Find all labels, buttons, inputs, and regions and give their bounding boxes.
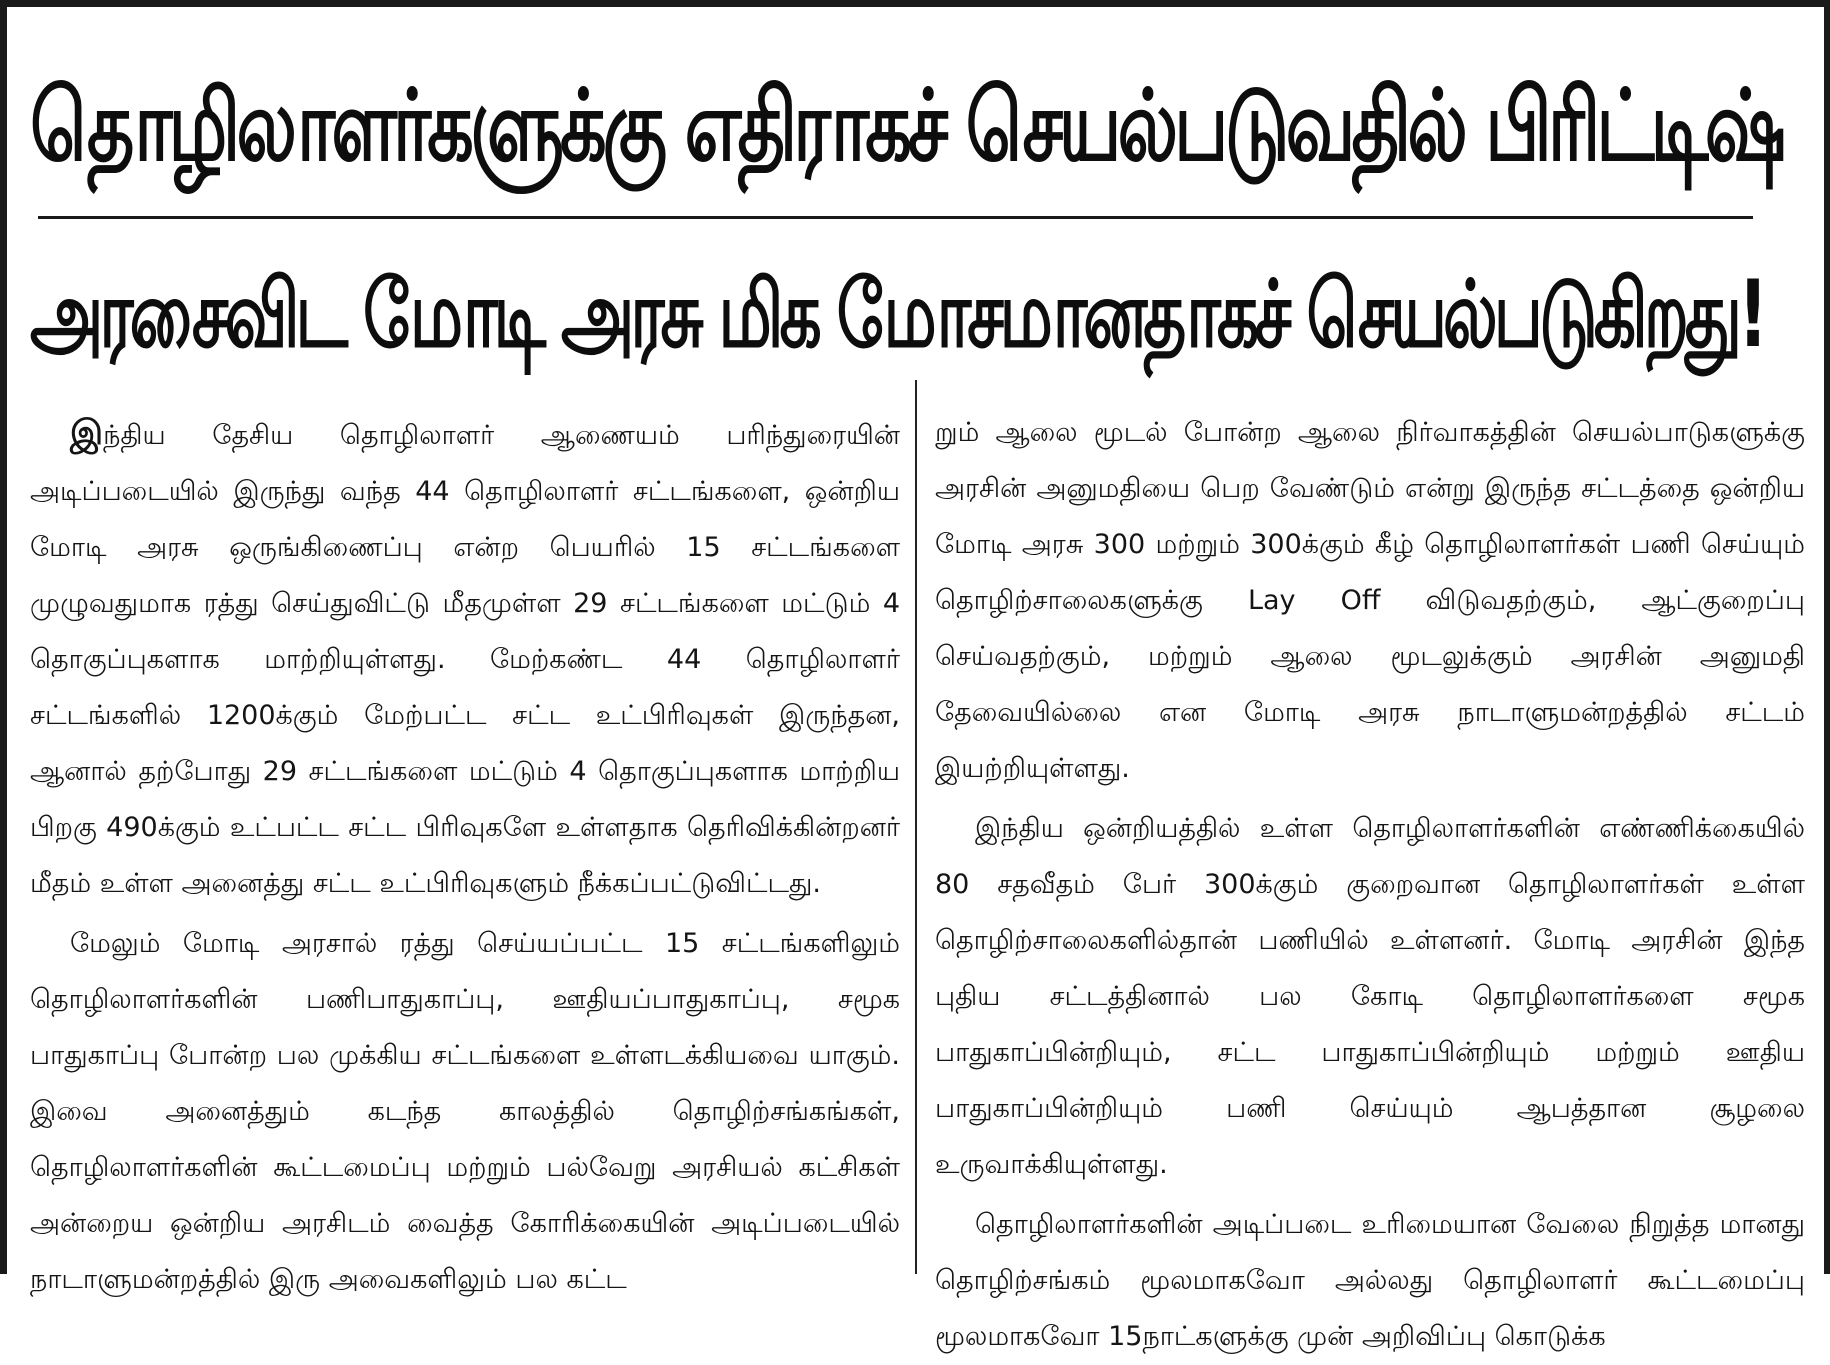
right-column [935,405,1805,1352]
headline-divider [38,216,1753,219]
left-paragraph-2: மேலும் மோடி அரசால் ரத்து செய்யப்பட்ட 15 சட்டங்களிலும் தொழிலாளர்களின் பணிபாதுகாப்பு, ஊதியப்பாதுகாப்பு, சமூக பாதுகாப்பு போன்ற பல முக்கிய சட்டங்களை உள்ளடக்கியவை யாகும். இவை அனைத்தும் கடந்த காலத்தில் தொழிற்சங்கங்கள், தொழிலாளர்களின் கூட்டமைப்பு மற்றும் பல்வேறு அரசியல் கட்சிகள் அன்றைய ஒன்றிய அரசிடம் வைத்த கோரிக்கையின் அடிப்படையில் நாடாளுமன்றத்தில் இரு அவைகளிலும் பல கட்ட [30,928,900,1295]
drop-lead-character: இ [70,413,104,453]
left-paragraph-1 [30,405,900,912]
left-column [30,405,900,1295]
right-paragraph-1: றும் ஆலை மூடல் போன்ற ஆலை நிர்வாகத்தின் செயல்பாடுகளுக்கு அரசின் அனுமதியை பெற வேண்டும் என்று இருந்த சட்டத்தை ஒன்றிய மோடி அரசு 300 மற்றும் 300க்கும் கீழ் தொழிலாளர்கள் பணி செய்யும் தொழிற்சாலைகளுக்கு Lay Off விடுவதற்கும், ஆட்குறைப்பு செய்வதற்கும், மற்றும் ஆலை மூடலுக்கும் அரசின் அனுமதி தேவையில்லை என மோடி அரசு நாடாளுமன்றத்தில் சட்டம் இயற்றியுள்ளது. [935,417,1805,784]
headline-line-1: தொழிலாளர்களுக்கு எதிராகச் செயல்படுவதில் பிரிட்டிஷ் [30,68,1783,184]
headline-line-2: அரசைவிட மோடி அரசு மிக மோசமானதாகச் செயல்படுகிறது! [30,260,1765,369]
column-divider [915,380,917,1274]
right-paragraph-3: தொழிலாளர்களின் அடிப்படை உரிமையான வேலை நிறுத்த மானது தொழிற்சங்கம் மூலமாகவோ அல்லது தொழிலாளர் கூட்டமைப்பு மூலமாகவோ 15நாட்களுக்கு முன் அறிவிப்பு கொடுக்க [935,1209,1805,1352]
left-paragraph-1-text: ந்திய தேசிய தொழிலாளர் ஆணையம் பரிந்துரையின் அடிப்படையில் இருந்து வந்த 44 தொழிலாளர் சட்டங்களை, ஒன்றிய மோடி அரசு ஒருங்கிணைப்பு என்ற பெயரில் 15 சட்டங்களை முழுவதுமாக ரத்து செய்துவிட்டு மீதமுள்ள 29 சட்டங்களை மட்டும் 4 தொகுப்புகளாக மாற்றியுள்ளது. மேற்கண்ட 44 தொழிலாளர் சட்டங்களில் 1200க்கும் மேற்பட்ட சட்ட உட்பிரிவுகள் இருந்தன, ஆனால் தற்போது 29 சட்டங்களை மட்டும் 4 தொகுப்புகளாக மாற்றிய பிறகு 490க்கும் உட்பட்ட சட்ட பிரிவுகளே உள்ளதாக தெரிவிக்கின்றனர் மீதம் உள்ள அனைத்து சட்ட உட்பிரிவுகளும் நீக்கப்பட்டுவிட்டது. [30,420,900,899]
right-paragraph-2: இந்திய ஒன்றியத்தில் உள்ள தொழிலாளர்களின் எண்ணிக்கையில் 80 சதவீதம் பேர் 300க்கும் குறைவான தொழிலாளர்கள் உள்ள தொழிற்சாலைகளில்தான் பணியில் உள்ளனர். மோடி அரசின் இந்த புதிய சட்டத்தினால் பல கோடி தொழிலாளர்களை சமூக பாதுகாப்பின்றியும், சட்ட பாதுகாப்பின்றியும் மற்றும் ஊதிய பாதுகாப்பின்றியும் பணி செய்யும் ஆபத்தான சூழலை உருவாக்கியுள்ளது. [935,813,1805,1180]
